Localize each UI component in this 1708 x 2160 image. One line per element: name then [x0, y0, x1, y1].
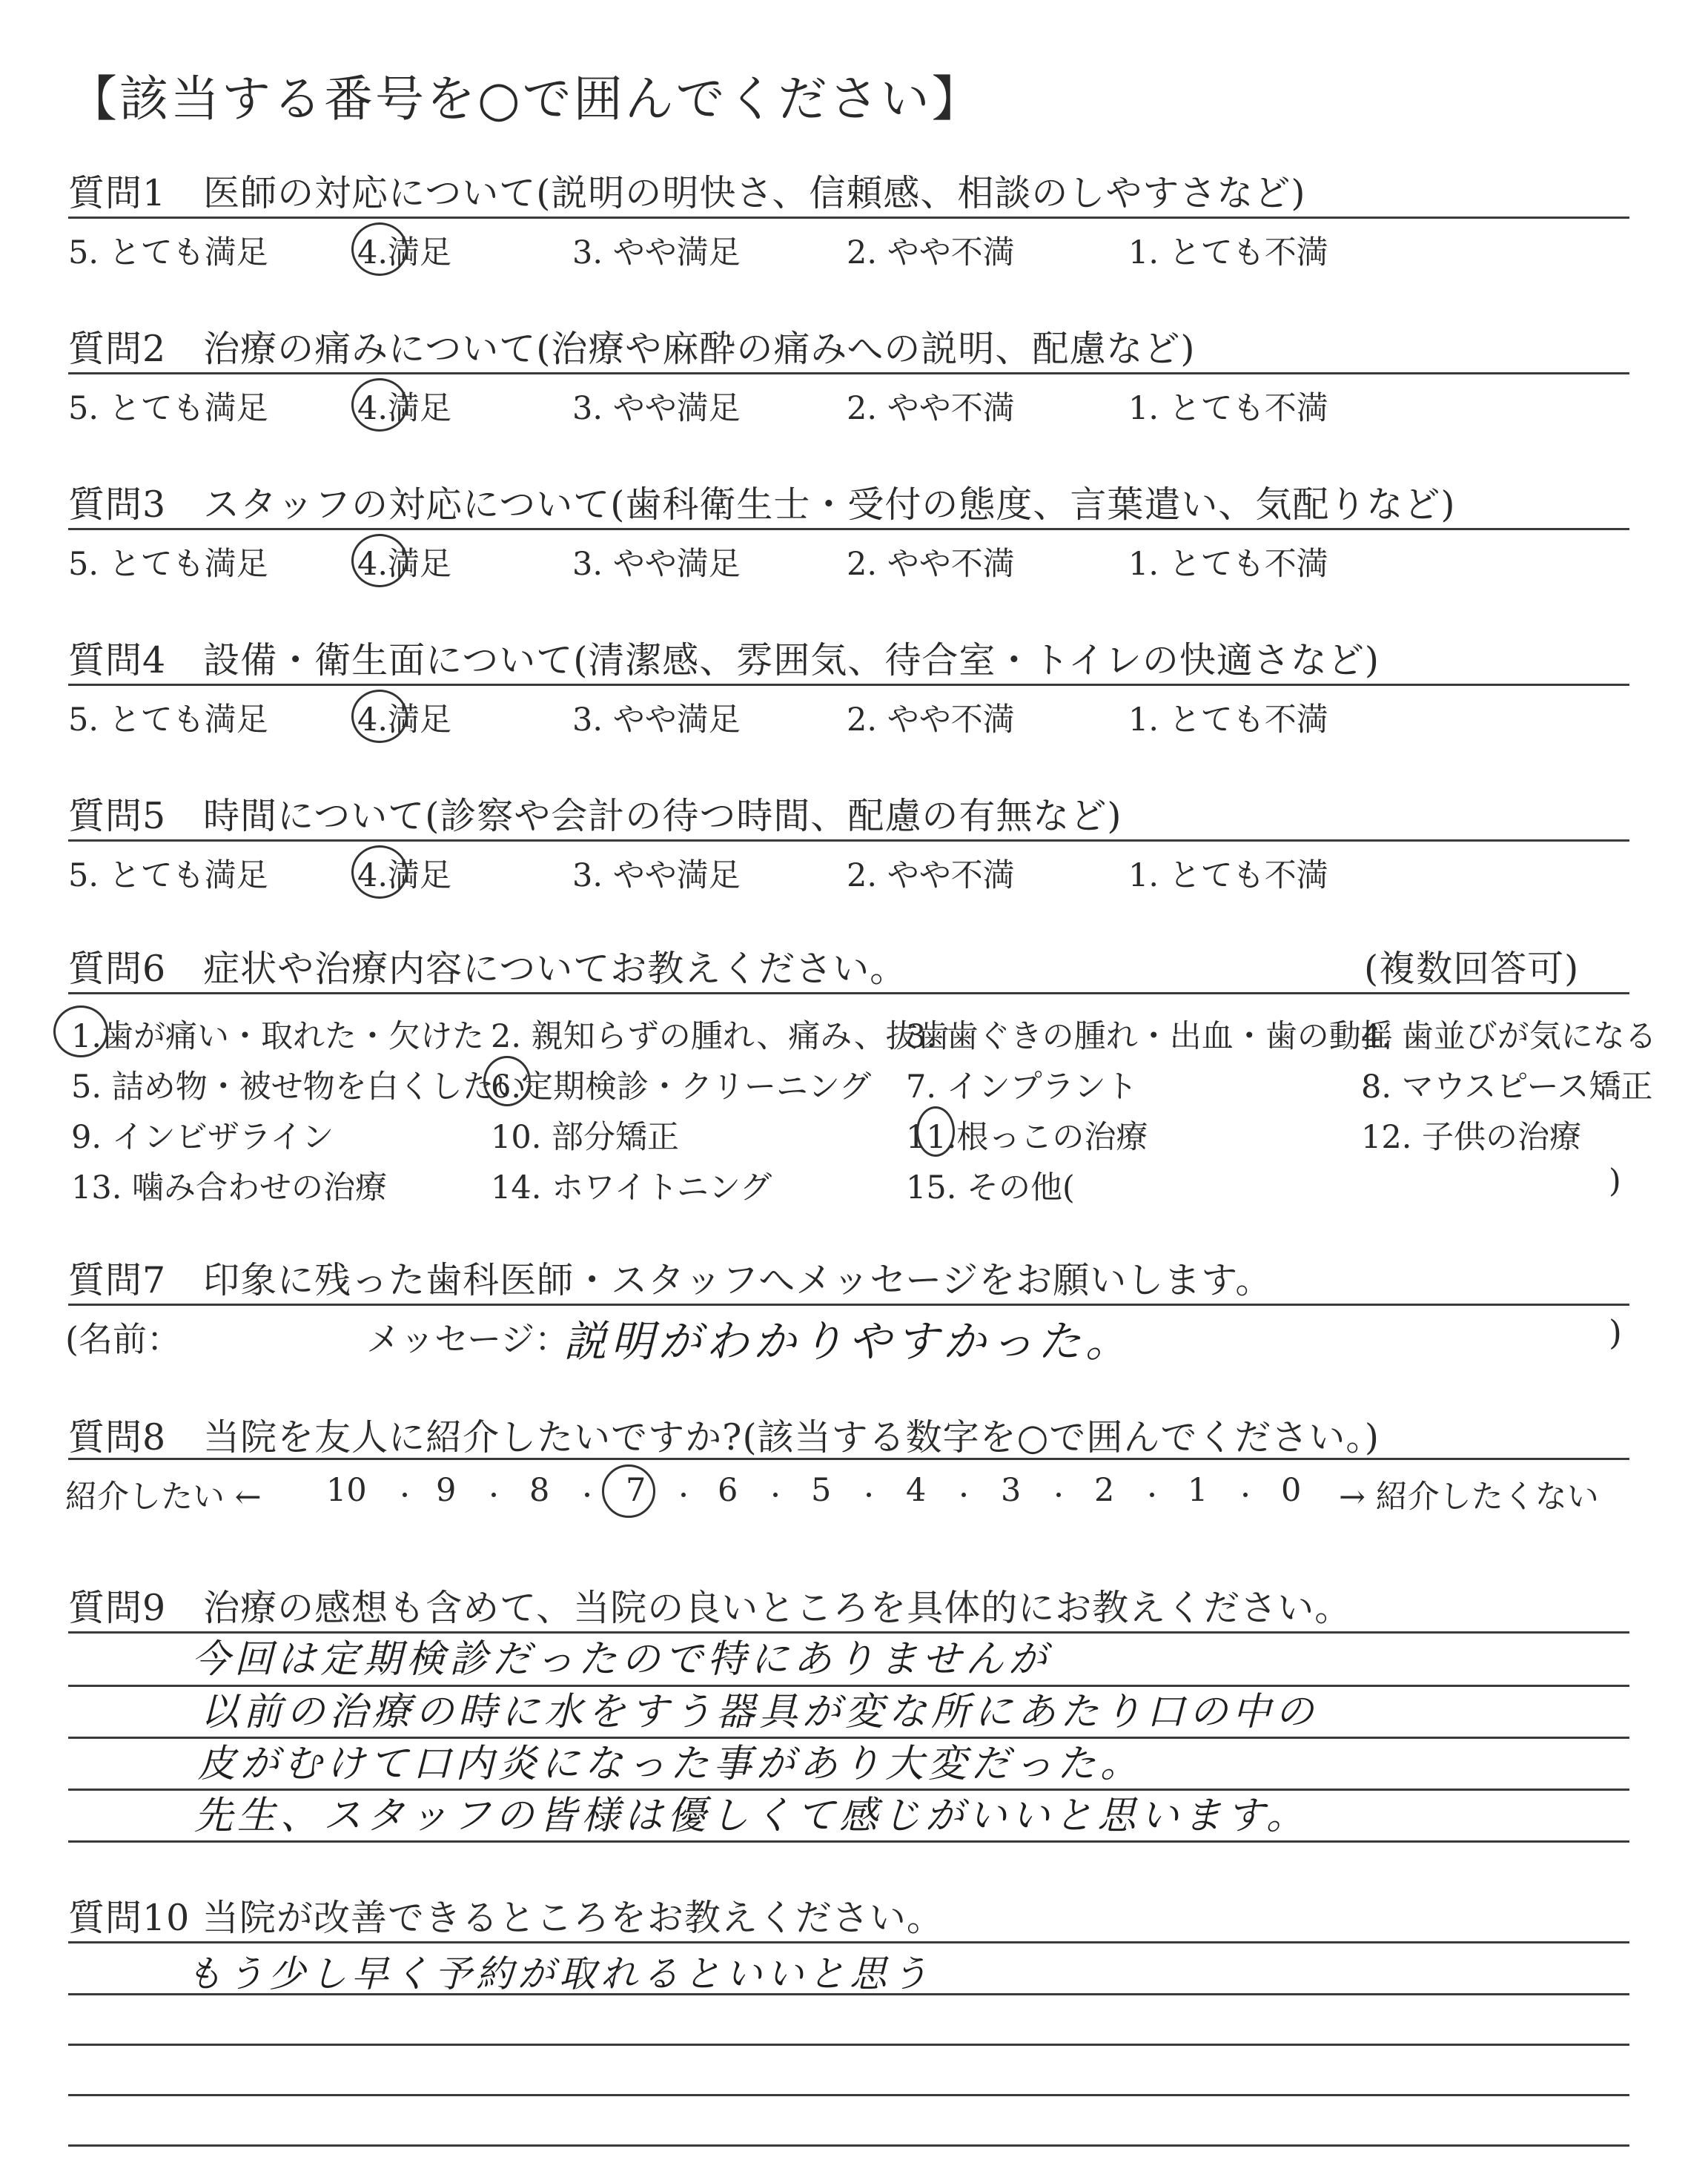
selection-circle [483, 1056, 531, 1106]
symptom-option-14[interactable]: 14. ホワイトニング [491, 1169, 772, 1206]
symptom-option-3[interactable]: 3. 歯ぐきの腫れ・出血・歯の動揺 [906, 1018, 1393, 1055]
other-close-paren: ) [1609, 1163, 1621, 1200]
question-title: 質問6 症状や治療内容についてお教えください。 [68, 948, 907, 990]
scale-separator: ・ [482, 1482, 506, 1510]
symptom-option-7[interactable]: 7. インプラント [906, 1069, 1138, 1106]
rule-line [68, 372, 1629, 374]
symptom-option-12[interactable]: 12. 子供の治療 [1361, 1119, 1582, 1156]
answer-line [68, 2044, 1629, 2046]
name-label: (名前： [65, 1319, 181, 1359]
rating-option-1[interactable]: 1. とても不満 [1128, 857, 1328, 894]
symptom-option-10[interactable]: 10. 部分矯正 [491, 1119, 680, 1156]
scale-separator: ・ [1234, 1482, 1258, 1510]
symptom-option-13[interactable]: 13. 噛み合わせの治療 [71, 1169, 388, 1206]
rating-option-4[interactable]: 4.満足 [357, 701, 452, 739]
scale-value-7[interactable]: 7 [626, 1472, 646, 1509]
symptom-option-2[interactable]: 2. 親知らずの腫れ、痛み、抜歯 [491, 1018, 950, 1055]
question-title: 質問9 治療の感想も含めて、当院の良いところを具体的にお教えください。 [68, 1587, 1352, 1629]
answer-line-text: 以前の治療の時に水をすう器具が変な所にあたり口の中の [200, 1690, 1319, 1734]
selection-circle [53, 1005, 108, 1057]
rating-option-3[interactable]: 3. やや満足 [572, 857, 741, 894]
rating-option-5[interactable]: 5. とても満足 [68, 701, 268, 739]
scale-value-9[interactable]: 9 [436, 1472, 457, 1509]
symptom-option-6[interactable]: 6.定期検診・クリーニング [491, 1069, 872, 1106]
recommend-right-label: → 紹介したくない [1339, 1479, 1599, 1516]
rating-option-2[interactable]: 2. やや不満 [847, 857, 1015, 894]
answer-line [68, 2094, 1629, 2096]
selection-circle [351, 378, 408, 432]
answer-line [68, 1840, 1629, 1843]
rating-option-4[interactable]: 4.満足 [357, 234, 452, 271]
rule-line [68, 1941, 1629, 1943]
scale-value-0[interactable]: 0 [1281, 1472, 1302, 1509]
rating-option-2[interactable]: 2. やや不満 [847, 390, 1015, 427]
answer-line-text: もう少し早く予約が取れるといいと思う [185, 1952, 933, 1995]
symptom-option-5[interactable]: 5. 詰め物・被せ物を白くしたい [71, 1069, 526, 1106]
rating-option-1[interactable]: 1. とても不満 [1128, 234, 1328, 271]
rating-option-4[interactable]: 4.満足 [357, 857, 452, 894]
selection-circle [351, 222, 408, 276]
question-title: 質問8 当院を友人に紹介したいですか?(該当する数字を○で囲んでください。) [68, 1416, 1380, 1459]
rating-option-2[interactable]: 2. やや不満 [847, 546, 1015, 583]
scale-separator: ・ [952, 1482, 976, 1510]
scale-value-2[interactable]: 2 [1094, 1472, 1115, 1509]
rating-option-5[interactable]: 5. とても満足 [68, 390, 268, 427]
rating-option-1[interactable]: 1. とても不満 [1128, 701, 1328, 739]
symptom-option-11[interactable]: 11.根っこの治療 [906, 1119, 1148, 1156]
question-title: 質問3 スタッフの対応について(歯科衛生士・受付の態度、言葉遣い、気配りなど) [68, 483, 1456, 526]
symptom-option-4[interactable]: 4. 歯並びが気になる [1361, 1018, 1657, 1055]
scale-value-1[interactable]: 1 [1188, 1472, 1208, 1509]
selection-circle [351, 534, 408, 587]
recommend-left-label: 紹介したい ← [65, 1479, 262, 1516]
rating-option-4[interactable]: 4.満足 [357, 546, 452, 583]
rating-option-2[interactable]: 2. やや不満 [847, 234, 1015, 271]
scale-separator: ・ [1140, 1482, 1165, 1510]
rule-line [68, 528, 1629, 530]
rating-option-1[interactable]: 1. とても不満 [1128, 390, 1328, 427]
selection-circle [351, 845, 408, 899]
rule-line [68, 217, 1629, 219]
answer-line-text: 今回は定期検診だったので特にありませんが [191, 1637, 1052, 1682]
symptom-option-8[interactable]: 8. マウスピース矯正 [1361, 1069, 1653, 1106]
question-title: 質問5 時間について(診察や会計の待つ時間、配慮の有無など) [68, 795, 1122, 837]
question-title: 質問10 当院が改善できるところをお教えください。 [68, 1897, 944, 1939]
symptom-option-9[interactable]: 9. インビザライン [71, 1119, 334, 1156]
question-title: 質問1 医師の対応について(説明の明快さ、信頼感、相談のしやすさなど) [68, 172, 1306, 214]
rating-option-3[interactable]: 3. やや満足 [572, 234, 741, 271]
scale-separator: ・ [672, 1482, 696, 1510]
rating-option-3[interactable]: 3. やや満足 [572, 390, 741, 427]
rule-line [68, 1458, 1629, 1460]
scale-separator: ・ [393, 1482, 417, 1510]
question-title: 質問4 設備・衛生面について(清潔感、雰囲気、待合室・トイレの快適さなど) [68, 639, 1380, 681]
scale-separator: ・ [1047, 1482, 1071, 1510]
multiple-answer-note: (複数回答可) [1364, 948, 1580, 990]
rule-line [68, 1304, 1629, 1306]
rule-line [68, 684, 1629, 686]
rating-option-1[interactable]: 1. とても不満 [1128, 546, 1328, 583]
question-title: 質問7 印象に残った歯科医師・スタッフへメッセージをお願いします。 [68, 1259, 1273, 1301]
rating-option-2[interactable]: 2. やや不満 [847, 701, 1015, 739]
scale-value-4[interactable]: 4 [906, 1472, 927, 1509]
selection-circle [916, 1106, 955, 1157]
scale-separator: ・ [764, 1482, 788, 1510]
rating-option-4[interactable]: 4.満足 [357, 390, 452, 427]
symptom-option-15[interactable]: 15. その他( [906, 1169, 1075, 1206]
selection-circle [602, 1464, 655, 1518]
rating-option-3[interactable]: 3. やや満足 [572, 546, 741, 583]
answer-line-text: 先生、スタッフの皆様は優しくて感じがいいと思います。 [194, 1794, 1309, 1838]
answer-line [68, 2144, 1629, 2147]
scale-value-10[interactable]: 10 [326, 1472, 367, 1509]
symptom-option-1[interactable]: 1.歯が痛い・取れた・欠けた [71, 1018, 485, 1055]
scale-value-5[interactable]: 5 [811, 1472, 832, 1509]
rule-line [68, 839, 1629, 842]
rating-option-5[interactable]: 5. とても満足 [68, 546, 268, 583]
rating-option-3[interactable]: 3. やや満足 [572, 701, 741, 739]
rating-option-5[interactable]: 5. とても満足 [68, 857, 268, 894]
rule-line [68, 992, 1629, 994]
form-title: 【該当する番号を○で囲んでください】 [68, 70, 983, 128]
scale-value-6[interactable]: 6 [718, 1472, 738, 1509]
scale-separator: ・ [575, 1482, 600, 1510]
question-title: 質問2 治療の痛みについて(治療や麻酔の痛みへの説明、配慮など) [68, 328, 1196, 370]
message-label: メッセージ： [366, 1319, 569, 1359]
rating-option-5[interactable]: 5. とても満足 [68, 234, 268, 271]
scale-value-3[interactable]: 3 [1001, 1472, 1022, 1509]
scale-separator: ・ [857, 1482, 881, 1510]
answer-line-text: 皮がむけて口内炎になった事があり大変だった。 [197, 1742, 1144, 1786]
message-answer[interactable]: 説明がわかりやすかった。 [563, 1316, 1133, 1367]
message-close-paren: ) [1609, 1312, 1622, 1353]
selection-circle [351, 690, 408, 743]
scale-value-8[interactable]: 8 [529, 1472, 550, 1509]
